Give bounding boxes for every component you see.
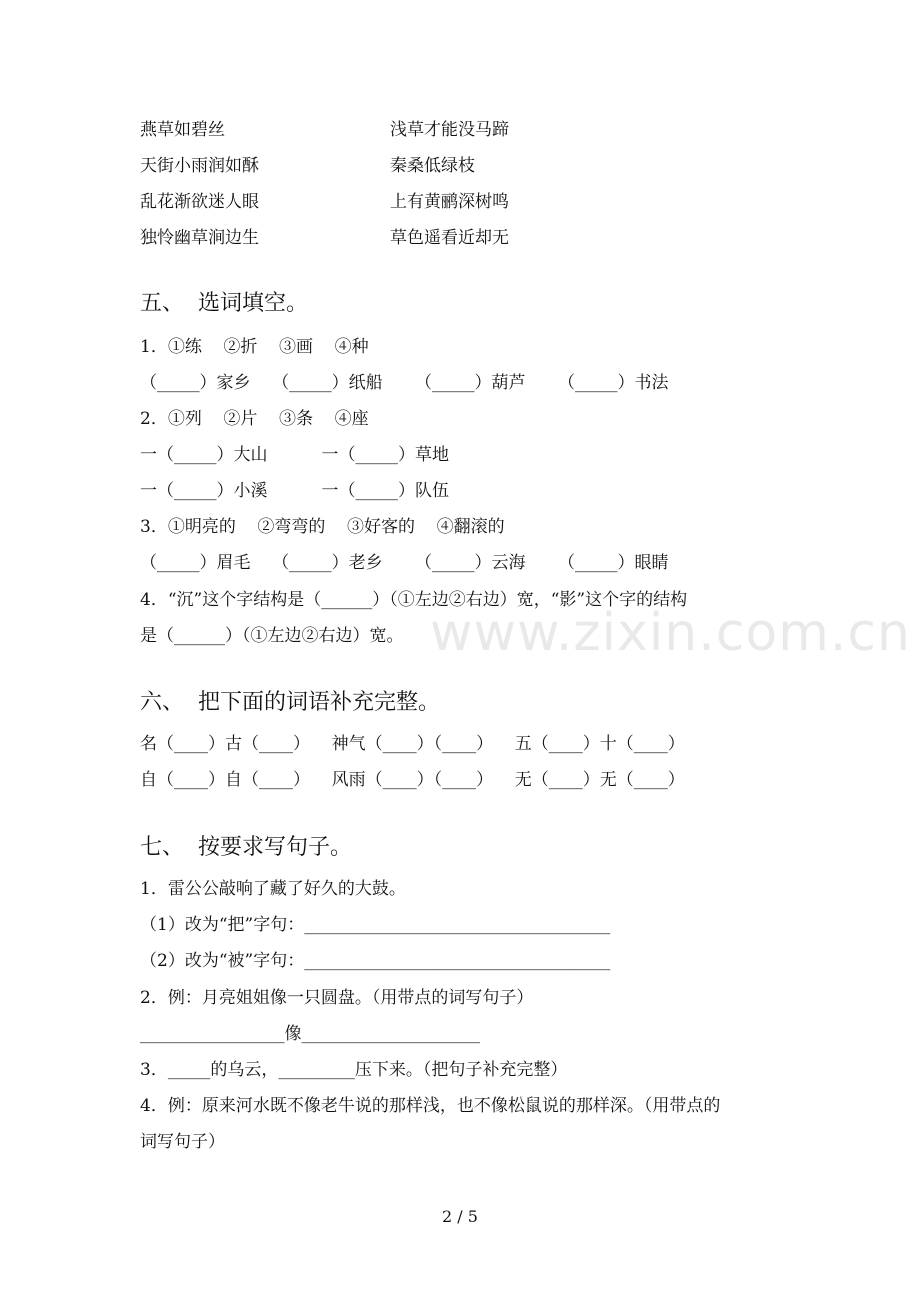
watermark: www.zixin.com.cn	[430, 603, 911, 663]
section7-line-2: （1）改为“把”字句：____________________________________	[140, 915, 611, 935]
poem-left-2: 天街小雨润如酥	[140, 156, 259, 176]
poem-left-4: 独怜幽草涧边生	[140, 228, 259, 248]
poem-left-1: 燕草如碧丝	[140, 120, 225, 140]
section7-line-6: 3．_____的乌云，_________压下来。（把句子补充完整）	[140, 1060, 568, 1080]
section7-line-3: （2）改为“被”字句：____________________________________	[140, 951, 611, 971]
poem-right-4: 草色遥看近却无	[390, 228, 509, 248]
section5-line-8: 4．“沉”这个字结构是（______）（①左边②右边）宽，“影”这个字的结构	[140, 590, 688, 610]
section7-line-5: _________________像_____________________	[140, 1024, 480, 1044]
section5-line-5: 一（_____）小溪 一（_____）队伍	[140, 481, 450, 501]
section7-title: 七、 按要求写句子。	[140, 835, 352, 860]
poem-right-2: 秦桑低绿枝	[390, 156, 475, 176]
section7-line-8: 词写句子）	[140, 1132, 225, 1152]
poem-right-3: 上有黄鹂深树鸣	[390, 192, 509, 212]
section5-line-9: 是（______）（①左边②右边）宽。	[140, 626, 404, 646]
section5-line-7: （_____）眉毛 （_____）老乡 （_____）云海 （_____）眼睛	[140, 553, 669, 573]
section5-line-2: （_____）家乡 （_____）纸船 （_____）葫芦 （_____）书法	[140, 373, 669, 393]
poem-right-1: 浅草才能没马蹄	[390, 120, 509, 140]
section7-line-4: 2．例：月亮姐姐像一只圆盘。（用带点的词写句子）	[140, 988, 534, 1008]
section5-line-6: 3．①明亮的 ②弯弯的 ③好客的 ④翻滚的	[140, 517, 505, 537]
page-number: 2 / 5	[442, 1207, 478, 1226]
section5-line-3: 2．①列 ②片 ③条 ④座	[140, 409, 369, 429]
poem-left-3: 乱花渐欲迷人眼	[140, 192, 259, 212]
section6-line-1: 名（____）古（____） 神气（____）（____） 五（____）十（____）	[140, 734, 685, 754]
section5-line-4: 一（_____）大山 一（_____）草地	[140, 445, 450, 465]
section6-title: 六、 把下面的词语补充完整。	[140, 690, 440, 715]
section6-line-2: 自（____）自（____） 风雨（____）（____） 无（____）无（____）	[140, 770, 685, 790]
section5-title: 五、 选词填空。	[140, 291, 308, 316]
section5-line-1: 1．①练 ②折 ③画 ④种	[140, 337, 369, 357]
section7-line-1: 1．雷公公敲响了藏了好久的大鼓。	[140, 879, 406, 899]
section7-line-7: 4．例：原来河水既不像老牛说的那样浅，也不像松鼠说的那样深。（用带点的	[140, 1096, 721, 1116]
